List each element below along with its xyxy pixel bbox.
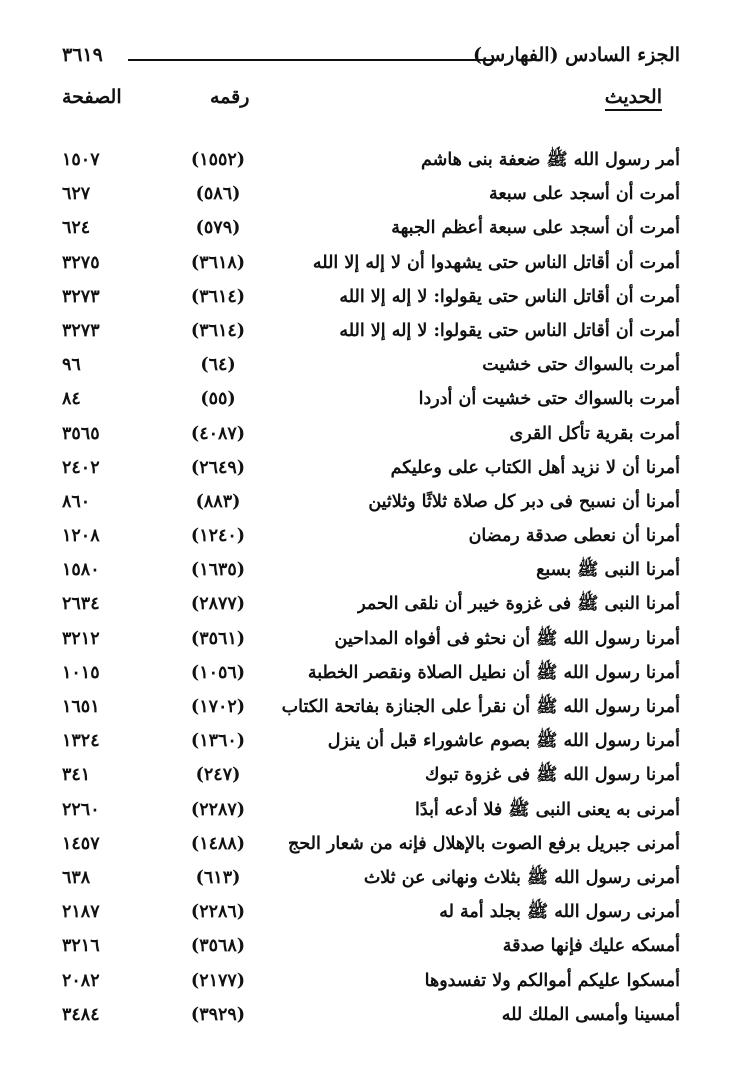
entry-hadith-text: أمرنى جبريل برفع الصوت بالإهلال فإنه من شعار الحج: [288, 833, 680, 854]
index-entry: [62, 589, 680, 623]
index-entry: [62, 931, 680, 965]
index-entry: [62, 384, 680, 418]
entry-hadith-text: أمرنا أن لا نزيد أهل الكتاب على وعليكم: [390, 457, 680, 478]
entry-page-number: ١٢٠٨: [62, 526, 100, 547]
entry-hadith-text: أمرنا رسول الله ﷺ أن نحثو فى أفواه المداحين: [334, 628, 680, 649]
entry-hadith-number: (٥٧٩): [195, 218, 241, 239]
entry-hadith-text: أمرت بالسواك حتى خشيت: [482, 355, 680, 376]
index-entry: [62, 419, 680, 453]
index-entry: [62, 282, 680, 316]
entry-hadith-number: (١٠٥٦): [190, 662, 246, 683]
entry-page-number: ١٥٠٧: [62, 150, 100, 170]
entry-page-number: ٣٤٨٤: [62, 1004, 100, 1025]
column-heading-number: رقمه: [210, 86, 250, 108]
index-entry: [62, 760, 680, 794]
entry-page-number: ٢٦٣٤: [62, 594, 100, 615]
index-entry: [62, 658, 680, 692]
entry-page-number: ١٠١٥: [62, 662, 100, 683]
entry-page-number: ١٥٨٠: [62, 560, 100, 581]
entry-hadith-number: (٢٦٤٩): [190, 457, 246, 478]
column-heading-hadith: الحديث: [605, 86, 662, 111]
entry-hadith-text: أمرت أن أسجد على سبعة أعظم الجبهة: [391, 218, 680, 239]
entry-hadith-number: (٤٠٨٧): [190, 423, 246, 444]
entry-hadith-text: أمرنا رسول الله ﷺ أن نطيل الصلاة ونقصر الخطبة: [307, 662, 680, 683]
index-entry: [62, 897, 680, 931]
entry-hadith-text: أمسكوا عليكم أموالكم ولا تفسدوها: [424, 970, 680, 991]
index-entry: [62, 213, 680, 247]
entry-hadith-text: أمرت أن أقاتل الناس حتى يشهدوا أن لا إله إلا الله: [312, 252, 680, 273]
entry-hadith-number: (١٦٣٥): [190, 560, 246, 581]
entry-hadith-number: (٣٦١٤): [190, 320, 246, 341]
entry-page-number: ١٤٥٧: [62, 833, 100, 854]
index-entry: [62, 1000, 680, 1034]
entry-hadith-number: (٢١٧٧): [190, 970, 246, 991]
entry-page-number: ٣٢٧٣: [62, 286, 100, 307]
index-entries: [62, 145, 680, 1034]
running-header: [62, 44, 680, 72]
entry-hadith-number: (٦٤): [200, 355, 236, 376]
entry-hadith-text: أمرت أن أسجد على سبعة: [488, 184, 680, 205]
entry-hadith-text: أمرنى رسول الله ﷺ بثلاث ونهانى عن ثلاث: [363, 867, 680, 888]
entry-page-number: ٢٠٨٢: [62, 970, 100, 991]
running-header-title: الجزء السادس (الفهارس): [472, 44, 680, 66]
entry-hadith-text: أمرنا النبى ﷺ فى غزوة خيبر أن نلقى الحمر: [357, 594, 680, 615]
entry-hadith-number: (١٧٠٢): [190, 697, 246, 717]
entry-page-number: ٨٦٠: [62, 491, 91, 512]
entry-page-number: ٢١٨٧: [62, 902, 100, 923]
column-heading-page: الصفحة: [62, 86, 122, 108]
entry-page-number: ٩٦: [62, 355, 81, 376]
index-entry: [62, 521, 680, 555]
index-entry: [62, 726, 680, 760]
entry-hadith-number: (٣٦١٨): [190, 252, 246, 273]
entry-hadith-text: أمرنا أن نسبح فى دبر كل صلاة ثلاثًا وثلاثين: [368, 491, 680, 512]
entry-page-number: ١٦٥١: [62, 697, 100, 717]
index-entry: [62, 624, 680, 658]
index-entry: [62, 966, 680, 1000]
entry-hadith-text: أمرت أن أقاتل الناس حتى يقولوا: لا إله إلا الله: [339, 320, 680, 341]
entry-hadith-text: أمرنا أن نعطى صدقة رمضان: [468, 526, 680, 547]
entry-hadith-number: (١٢٤٠): [190, 526, 246, 547]
entry-page-number: ٢٤٠٢: [62, 457, 100, 478]
entry-hadith-text: أمرنا رسول الله ﷺ أن نقرأ على الجنازة بفاتحة الكتاب: [281, 697, 680, 717]
entry-hadith-number: (٢٢٨٦): [190, 902, 246, 923]
column-headings: [62, 86, 680, 116]
entry-hadith-number: (٣٥٦٨): [190, 936, 246, 957]
entry-page-number: ٦٣٨: [62, 867, 91, 888]
entry-hadith-text: أمسينا وأمسى الملك لله: [501, 1004, 680, 1025]
entry-hadith-number: (١٤٨٨): [190, 833, 246, 854]
entry-page-number: ١٣٢٤: [62, 731, 100, 752]
entry-page-number: ٣٢١٦: [62, 936, 100, 957]
entry-hadith-number: (٢٤٧): [195, 765, 241, 786]
index-entry: [62, 316, 680, 350]
entry-page-number: ٣٢٧٥: [62, 252, 100, 273]
index-entry: [62, 179, 680, 213]
entry-hadith-number: (٣٦١٤): [190, 286, 246, 307]
entry-hadith-text: أمرت أن أقاتل الناس حتى يقولوا: لا إله إلا الله: [339, 286, 680, 307]
index-entry: [62, 692, 680, 726]
entry-hadith-number: (٥٥): [200, 389, 236, 410]
entry-hadith-number: (٨٨٣): [195, 491, 241, 512]
index-entry: [62, 350, 680, 384]
entry-page-number: ٣٤١: [62, 765, 91, 786]
entry-hadith-number: (٢٢٨٧): [190, 799, 246, 820]
entry-hadith-number: (١٣٦٠): [190, 731, 246, 752]
entry-hadith-text: أمرنا رسول الله ﷺ فى غزوة تبوك: [424, 765, 680, 786]
entry-hadith-text: أمرت بقرية تأكل القرى: [509, 423, 680, 444]
index-entry: [62, 829, 680, 863]
entry-hadith-number: (٦١٣): [195, 867, 241, 888]
index-entry: [62, 863, 680, 897]
entry-hadith-text: أمرنا رسول الله ﷺ بصوم عاشوراء قبل أن ينزل: [327, 731, 680, 752]
index-entry: [62, 487, 680, 521]
page-number: ٣٦١٩: [62, 44, 103, 66]
entry-hadith-number: (٣٩٢٩): [190, 1004, 246, 1025]
entry-hadith-number: (٥٨٦): [195, 184, 241, 205]
index-entry: [62, 145, 680, 179]
entry-page-number: ٢٢٦٠: [62, 799, 100, 820]
entry-hadith-text: أمرنا النبى ﷺ بسبع: [536, 560, 680, 581]
entry-hadith-number: (٢٨٧٧): [190, 594, 246, 615]
entry-page-number: ٦٢٧: [62, 184, 91, 205]
entry-hadith-text: أمرت بالسواك حتى خشيت أن أدردا: [418, 389, 680, 410]
entry-hadith-number: (٣٥٦١): [190, 628, 246, 649]
entry-hadith-text: أمر رسول الله ﷺ ضعفة بنى هاشم: [421, 150, 680, 170]
index-entry: [62, 453, 680, 487]
index-entry: [62, 795, 680, 829]
entry-page-number: ٣٢١٢: [62, 628, 100, 649]
entry-hadith-text: أمرنى به يعنى النبى ﷺ فلا أدعه أبدًا: [415, 799, 680, 820]
entry-hadith-number: (١٥٥٢): [190, 150, 246, 170]
entry-page-number: ٣٢٧٣: [62, 320, 100, 341]
entry-page-number: ٨٤: [62, 389, 81, 410]
header-rule: [128, 59, 492, 61]
entry-page-number: ٦٢٤: [62, 218, 91, 239]
entry-page-number: ٣٥٦٥: [62, 423, 100, 444]
entry-hadith-text: أمسكه عليك فإنها صدقة: [502, 936, 680, 957]
index-entry: [62, 555, 680, 589]
index-entry: [62, 248, 680, 282]
entry-hadith-text: أمرنى رسول الله ﷺ بجلد أمة له: [439, 902, 680, 923]
